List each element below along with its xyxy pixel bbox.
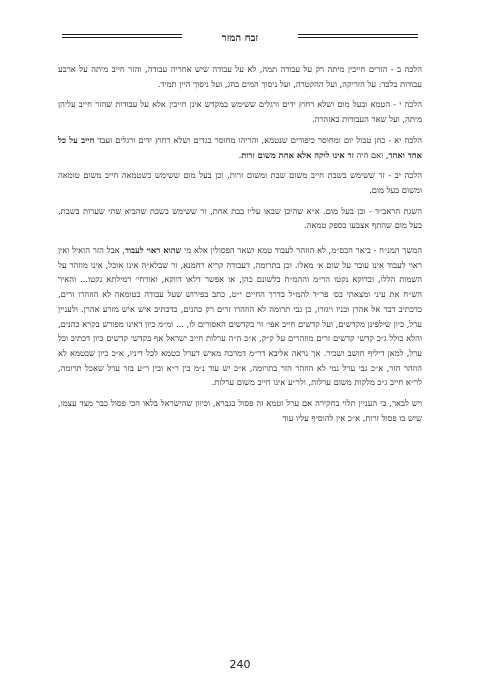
header-rule-right xyxy=(298,34,418,38)
paragraph xyxy=(58,396,422,425)
header-title: זבח המזר xyxy=(221,33,259,44)
paragraph xyxy=(58,168,422,197)
text-run: הלכה יב - זר ששימש בשבת חייב משום שבת ומשום זרות, וכן בעל מום ששימש כשטמאה חייב משום טומאה ומשום בעל מום. xyxy=(58,170,422,195)
text-run: הלכה ב - הזרים חייבין מיתה רק על עבודה תמה, לא על עבודה שיש אחריה עבודה, והזר חייב מיתה על ארבע עבודות בלבד: על הזריקה, ועל ההקטרה, ועל ניסוך המים בחג, ועל ניסוך היין תמיד. xyxy=(58,64,422,89)
text-run: הלכה י - הטמא ובעל מום ושלא רחוץ ידים ורגלים ששימש במקדש אינן חייבין אלא על עבודות שהזר חייב עליהן מיתה, ועל שאר העבודות באזהרה. xyxy=(58,99,422,125)
paragraph xyxy=(58,133,422,162)
header-rule-left xyxy=(62,34,182,38)
paragraph xyxy=(58,97,422,126)
text-run: , ואם היה xyxy=(353,149,389,160)
bold-text: זר אינו לוקה אלא אחת משום זרות xyxy=(241,149,354,160)
document-body xyxy=(58,62,422,431)
bold-text: שהוא ראוי לעבוד xyxy=(124,245,182,256)
running-header xyxy=(62,26,418,45)
text-run: , אבל הזר הואיל ואין ראוי לעבוד אינו עובר על שום א׳ מאלו. וכן בתרומה, דעבודה קריא רחמנא, זר שבלא״ה אינו אוכל, אינו מוזהר על השמות הללו, ובדוקא נקטו הר״מ וההמ״ח בלשונם כהן, או אפשר דלאו דווקא, ואורחי׳ דמילתא נקטו... והאיר הש״ח את עיני ומצאתי בס׳ פר״ד להמ״ל בדרך החיים י״ט, כתב בפירוש שעל עבודה בטומאה לא הוזהרו זרים, כדכתיב דבר אל אהרן ובניו ויגזרו, כן גבי תרומה לא הוזהרו זרים רק כהנים, כדכתיב איש איש מזרע אהרן. ולעניין ערל, כיון שילפינן מקדשים, ועל קדשים חייב אפי׳ זר בקדשים האסורים לו, ... ומ״מ כיון דאינו מפורש בקרא כהנים, והלא כולל ג״כ קדשי קדשים זרים מוזהרים על ק״ק, א״כ ה״ה ערלות חייב ישראל אף בקדשי קדשים כיון דכתיב וכל ערל, למאן דיליף חושב ושכיר. אך נראה אליבא דר״מ דמרבה מאיש דערל כטמא לכל דיניו, א״כ כיון שבטמא לא הוזהר הזר, א״כ גבי ערל נמי לא הוזהר הזר בתרומה, א״כ יש עוד נ״מ בין ר״א ובין ר״ע בזר ערל שאכל תרומה, לר״א חייב ג״כ מלקות משום ערלות, ולר״ע אינו חייב משום ערלות. xyxy=(58,245,422,388)
bold-text: חייב על כל אחד ואחד xyxy=(58,134,422,160)
text-run: ויש לבאר, כי העניין תלוי בחקירה אם ערל וטמא זה פסול בגברא, וכיוון שהישראל בלאו הכי פסול כבר מצד עצמו, שיש בו פסול זרות, א״כ אין להוסיף עליו עוד xyxy=(58,398,422,423)
text-run: המשך המנ״ח - ביאר הכס״מ, לא הוזהר לעבוד טמא ושאר הפסולין אלא מי xyxy=(181,245,423,256)
text-run: הלכה יא - כהן טבול יום ומחוסר כיפורים שנטמא, והריהו מחוסר בגדים ושלא רחוץ ידים ורגלים ועבד xyxy=(94,134,422,145)
paragraph xyxy=(58,62,422,91)
paragraph xyxy=(58,204,422,233)
paragraph xyxy=(58,243,422,390)
text-run: השגת הראב״ד - וכן בעל מום. א״א שהיכן שבאו עליו בבת אחת, זר ששימש בשבת שהביא שתי שערות בשבת, בעל מום שהתף אצבעו בספק טמאה. xyxy=(58,205,422,231)
text-run: . xyxy=(238,149,242,160)
page-number: 240 xyxy=(229,658,251,671)
